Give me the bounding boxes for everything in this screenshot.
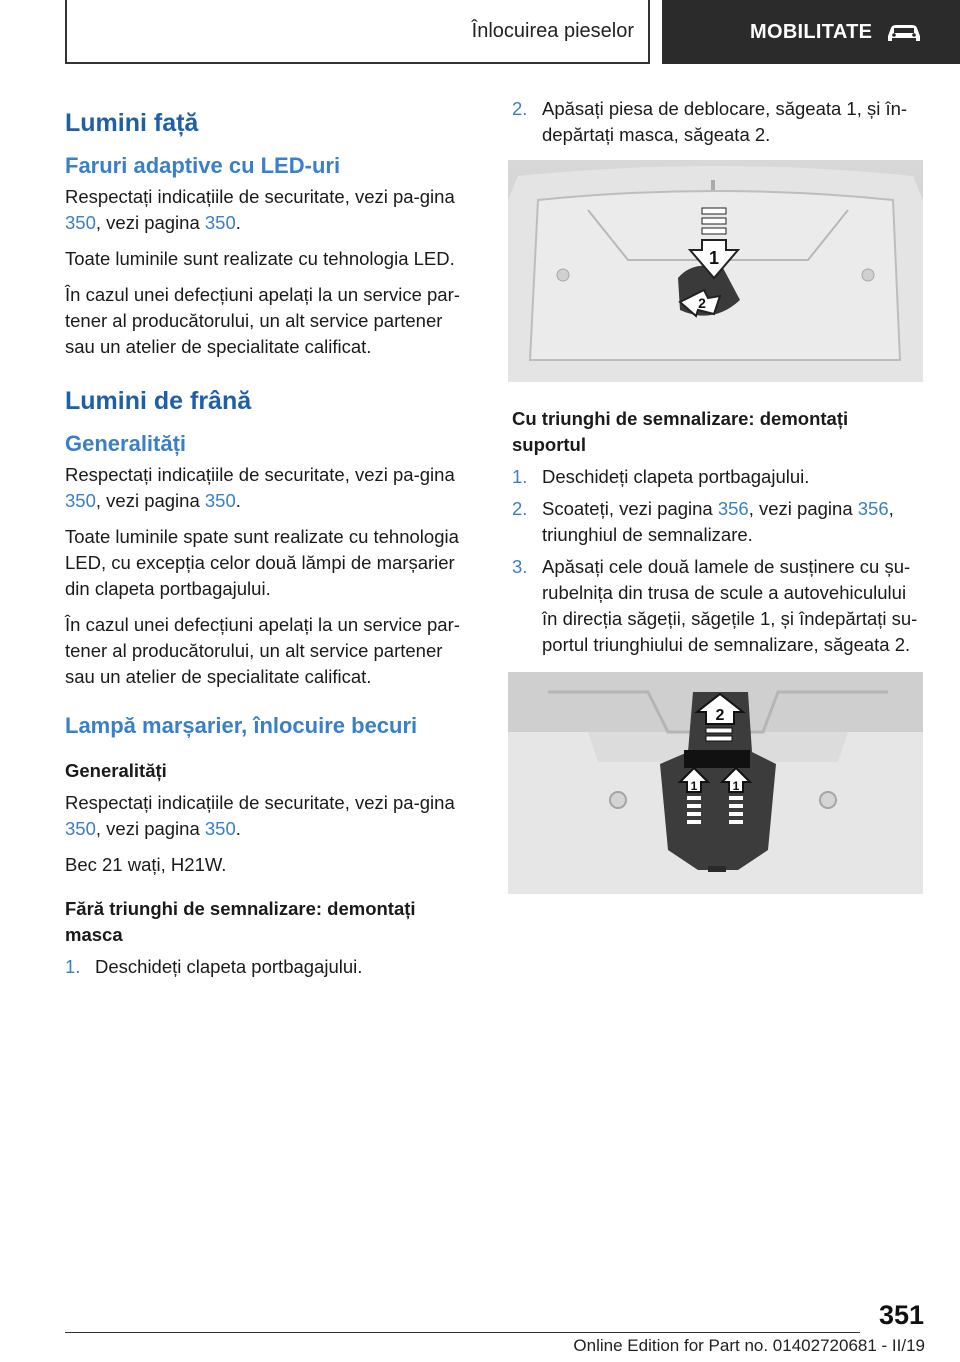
svg-text:1: 1: [690, 779, 698, 793]
list-item: [512, 554, 924, 658]
step-number: 1.: [512, 466, 528, 487]
paragraph-safety-2: Respectați indicațiile de securitate, vezi pa-gina 350, vezi pagina 350.: [65, 464, 455, 511]
page-link[interactable]: 350: [204, 490, 236, 511]
paragraph-rear-led: Toate luminile spate sunt realizate cu tehnologia LED, cu excepția celor două lămpi de marșarier din clapeta portbagajului.: [65, 526, 459, 599]
page-link[interactable]: 350: [65, 212, 96, 233]
svg-text:1: 1: [708, 248, 720, 268]
paragraph-service-1: În cazul unei defecțiuni apelați la un service par-tener al producătorului, un alt service partener sau un atelier de specialitate calificat.: [65, 284, 460, 357]
paragraph-led: Toate luminile sunt realizate cu tehnologia LED.: [65, 248, 455, 269]
edition-note: Online Edition for Part no. 01402720681 - II/19: [573, 1336, 925, 1355]
tailgate-mask-figure: [508, 160, 923, 382]
step-text: Scoateți, vezi pagina 356, vezi pagina 356, triunghiul de semnalizare.: [542, 498, 894, 545]
paragraph-service-2: În cazul unei defecțiuni apelați la un service par-tener al producătorului, un alt service partener sau un atelier de specialitate calificat.: [65, 614, 460, 687]
chapter-title: MOBILITATE: [750, 20, 873, 43]
step-text: Deschideți clapeta portbagajului.: [95, 956, 363, 977]
page-number: 351: [878, 1300, 924, 1330]
svg-text:2: 2: [715, 707, 725, 724]
triangle-holder-figure: [508, 672, 923, 894]
step-text: Apăsați piesa de deblocare, săgeata 1, și în-depărtați masca, săgeata 2.: [542, 98, 908, 145]
running-header-chapter: [662, 0, 960, 64]
step-number: 1.: [65, 956, 81, 977]
car-icon: [884, 22, 924, 44]
step-text: Apăsați cele două lamele de susținere cu șu-rubelnița din trusa de scule a autovehiculului în direcția săgeții, săgețile 1, și îndepărtați su-portul triunghiului de semnalizare, săgeata 2.: [542, 556, 918, 655]
step-number: 2.: [512, 498, 528, 519]
footer-divider: [65, 1332, 860, 1333]
page-link[interactable]: 350: [204, 818, 236, 839]
step-text: Deschideți clapeta portbagajului.: [542, 466, 810, 487]
list-item: [512, 464, 924, 490]
page-link[interactable]: 350: [65, 490, 96, 511]
heading-front-lights: Lumini față: [65, 109, 199, 137]
page-link[interactable]: 350: [204, 212, 236, 233]
heading-brake-lights: Lumini de frână: [65, 387, 252, 415]
page-link[interactable]: 350: [65, 818, 96, 839]
svg-text:1: 1: [732, 779, 740, 793]
paragraph-bulb: Bec 21 wați, H21W.: [65, 854, 227, 875]
step-number: 2.: [512, 98, 528, 119]
paragraph-safety-1: Respectați indicațiile de securitate, vezi pa-gina 350, vezi pagina 350.: [65, 186, 455, 233]
svg-text:2: 2: [698, 295, 706, 311]
paragraph-safety-3: Respectați indicațiile de securitate, vezi pa-gina 350, vezi pagina 350.: [65, 792, 455, 839]
right-column: [512, 96, 924, 894]
list-item: [512, 96, 924, 148]
list-item: [65, 954, 475, 980]
step-number: 3.: [512, 556, 528, 577]
subheading-no-triangle: Fără triunghi de semnalizare: demontați masca: [65, 898, 416, 945]
subheading-general: Generalități: [65, 760, 167, 781]
running-header-section: [65, 0, 650, 64]
heading-adaptive-led: Faruri adaptive cu LED-uri: [65, 153, 341, 178]
list-item: [512, 496, 924, 548]
heading-general: Generalități: [65, 431, 187, 456]
page-link[interactable]: 356: [717, 498, 749, 519]
heading-reverse-lamp: Lampă marșarier, înlocuire becuri: [65, 713, 418, 738]
subheading-with-triangle: Cu triunghi de semnalizare: demontați suportul: [512, 408, 849, 455]
section-title: Înlocuirea pieselor: [471, 19, 634, 42]
left-column: [65, 96, 475, 986]
page-link[interactable]: 356: [857, 498, 889, 519]
